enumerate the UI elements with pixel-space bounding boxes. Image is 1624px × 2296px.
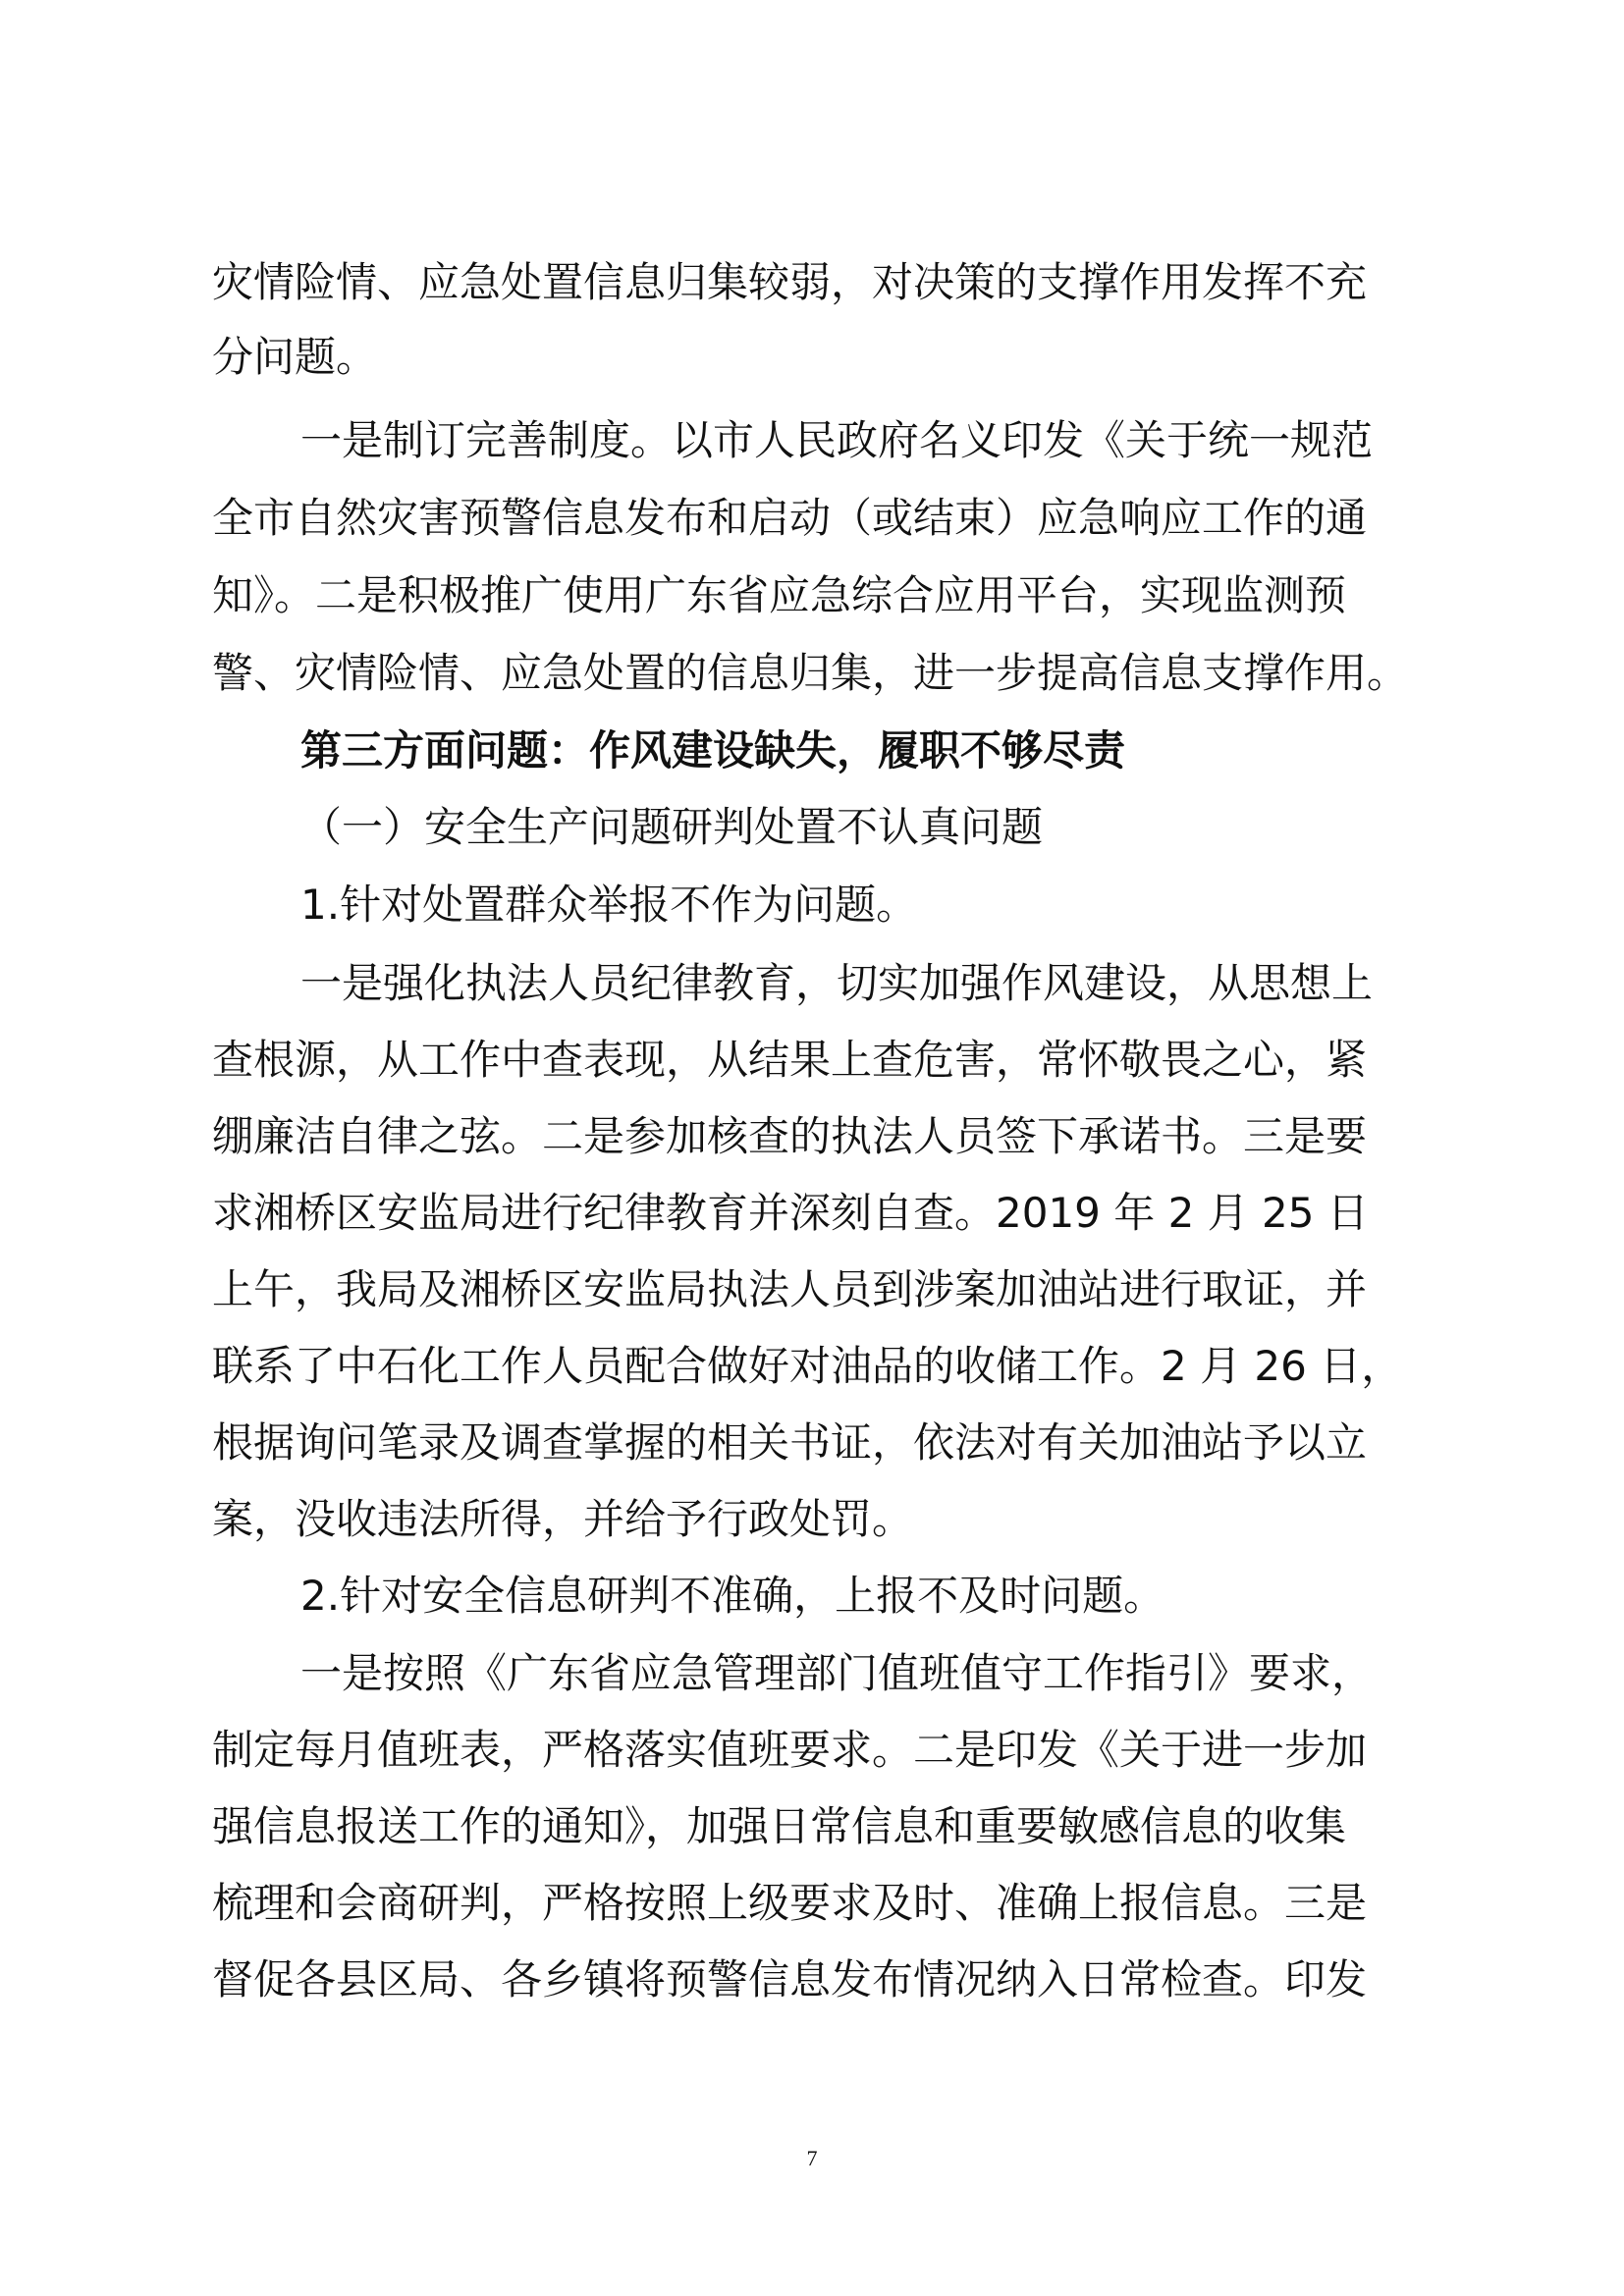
paragraph-2-line-5: 上午，我局及湘桥区安监局执法人员到涉案加油站进行取证，并 <box>212 1265 1368 1313</box>
text-line-2: 分问题。 <box>212 333 378 381</box>
paragraph-3-line-3: 强信息报送工作的通知》，加强日常信息和重要敏感信息的收集 <box>212 1802 1347 1850</box>
paragraph-2-line-3: 绷廉洁自律之弦。二是参加核查的执法人员签下承诺书。三是要 <box>212 1112 1368 1160</box>
paragraph-1-line-1: 一是制订完善制度。以市人民政府名义印发《关于统一规范 <box>300 416 1374 464</box>
paragraph-2-line-8: 案，没收违法所得，并给予行政处罚。 <box>212 1495 914 1543</box>
page-number: 7 <box>806 2146 818 2170</box>
paragraph-1-line-2: 全市自然灾害预警信息发布和启动（或结束）应急响应工作的通 <box>212 494 1368 542</box>
paragraph-2-line-2: 查根源，从工作中查表现，从结果上查危害，常怀敬畏之心，紧 <box>212 1036 1368 1084</box>
paragraph-1-line-4: 警、灾情险情、应急处置的信息归集，进一步提高信息支撑作用。 <box>212 649 1409 697</box>
paragraph-3-line-2: 制定每月值班表，严格落实值班要求。二是印发《关于进一步加 <box>212 1726 1368 1774</box>
paragraph-2-line-6: 联系了中石化工作人员配合做好对油品的收储工作。2 月 26 日， <box>212 1342 1403 1390</box>
paragraph-3-line-1: 一是按照《广东省应急管理部门值班值守工作指引》要求， <box>300 1649 1374 1697</box>
paragraph-3-line-4: 梳理和会商研判，严格按照上级要求及时、准确上报信息。三是 <box>212 1879 1368 1927</box>
text-line-1: 灾情险情、应急处置信息归集较弱，对决策的支撑作用发挥不充 <box>212 258 1368 306</box>
paragraph-2-line-1: 一是强化执法人员纪律教育，切实加强作风建设，从思想上 <box>300 959 1374 1007</box>
paragraph-1-line-3: 知》。二是积极推广使用广东省应急综合应用平台，实现监测预 <box>212 571 1347 619</box>
item-2-heading: 2.针对安全信息研判不准确，上报不及时问题。 <box>300 1572 1165 1620</box>
section-heading: 第三方面问题：作风建设缺失，履职不够尽责 <box>300 726 1126 774</box>
paragraph-2-line-4: 求湘桥区安监局进行纪律教育并深刻自查。2019 年 2 月 25 日 <box>212 1189 1369 1237</box>
subsection-heading: （一）安全生产问题研判处置不认真问题 <box>300 803 1044 851</box>
paragraph-3-line-5: 督促各县区局、各乡镇将预警信息发布情况纳入日常检查。印发 <box>212 1955 1368 2003</box>
item-1-heading: 1.针对处置群众举报不作为问题。 <box>300 881 918 929</box>
paragraph-2-line-7: 根据询问笔录及调查掌握的相关书证，依法对有关加油站予以立 <box>212 1418 1368 1467</box>
